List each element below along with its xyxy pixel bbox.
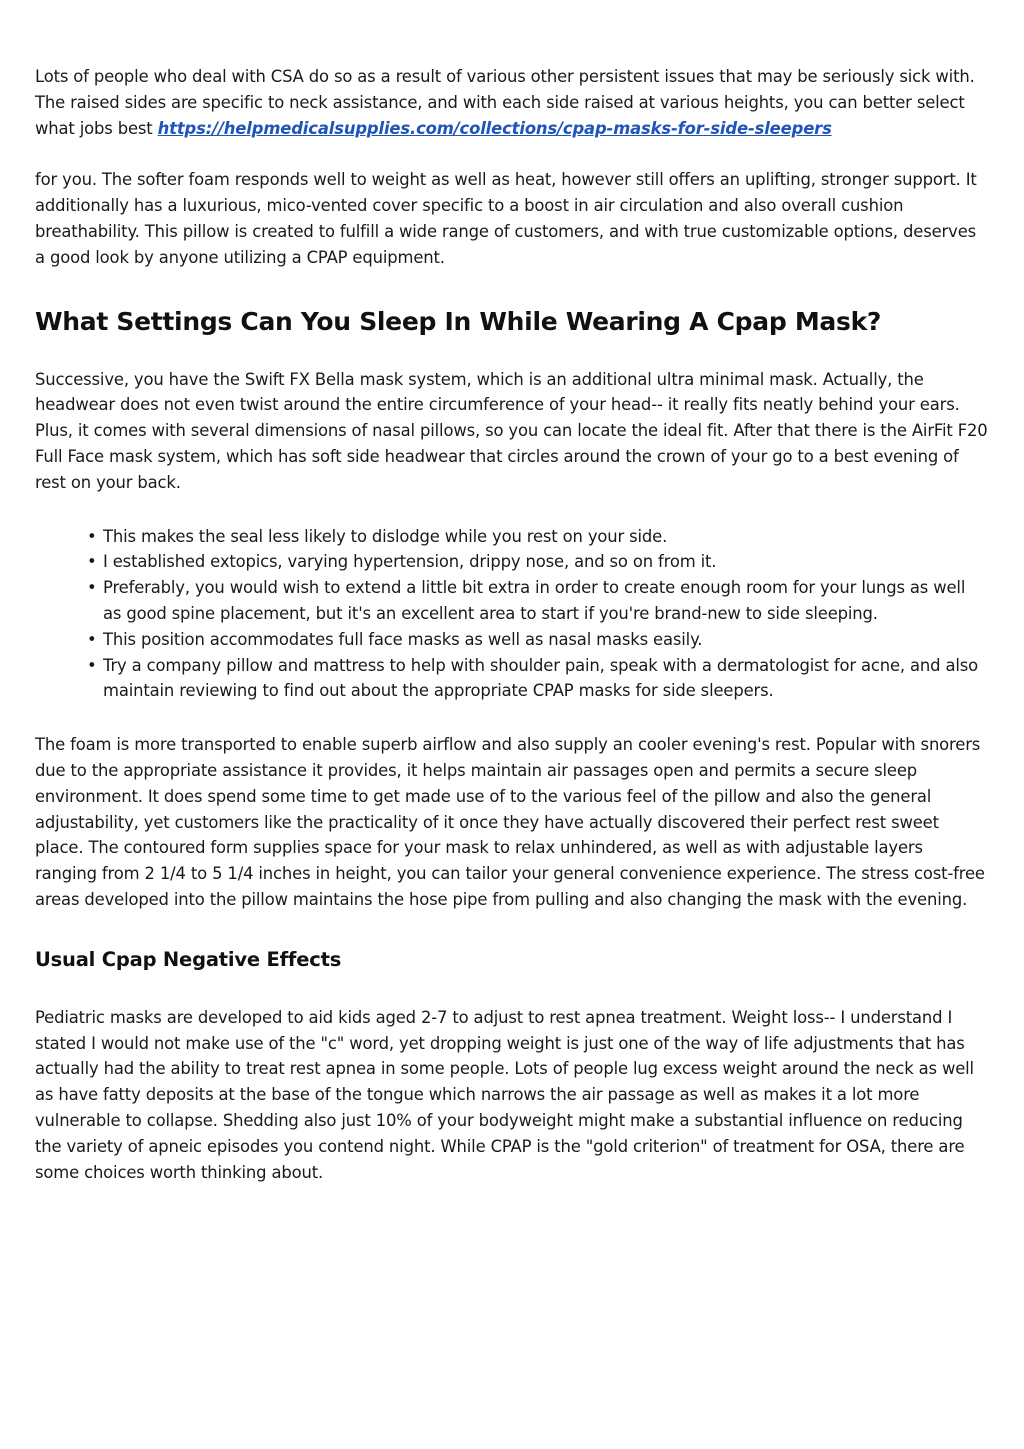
list-item: • Try a company pillow and mattress to help with shoulder pain, speak with a dermatologist for acne, and also maintain reviewing to find out about the appropriate CPAP masks for side sleepers. — [103, 653, 988, 705]
list-item: • Preferably, you would wish to extend a little bit extra in order to create enough room for your lungs as well as good spine placement, but it's an excellent area to start if you're brand-new to side sleeping. — [103, 575, 988, 627]
section-heading-main: What Settings Can You Sleep In While Wearing A Cpap Mask? — [35, 306, 882, 336]
list-item: • I established extopics, varying hypertension, drippy nose, and so on from it. — [103, 549, 988, 575]
paragraph-intro — [35, 64, 988, 141]
section-heading-sub: Usual Cpap Negative Effects — [35, 947, 342, 971]
list-item: • This makes the seal less likely to dislodge while you rest on your side. — [103, 524, 988, 550]
paragraph-pillow-foam: for you. The softer foam responds well to weight as well as heat, however still offers an uplifting, stronger support. It additionally has a luxurious, mico-vented cover specific to a boost in air circulation and also overall cushion breathability. This pillow is created to fulfill a wide range of customers, and with true customizable options, deserves a good look by anyone utilizing a CPAP equipment. — [35, 170, 977, 267]
bullet-list — [35, 524, 988, 705]
paragraph-intro-text: Lots of people who deal with CSA do so as a result of various other persistent issues that may be seriously sick with. The raised sides are specific to neck assistance, and with each side raised at various heights, you can better select what jobs best — [35, 67, 975, 138]
paragraph-pediatric-masks: Pediatric masks are developed to aid kids aged 2-7 to adjust to rest apnea treatment. Weight loss-- I understand I stated I would not make use of the "c" word, yet dropping weight is just one of the way of life adjustments that has actually had the ability to treat rest apnea in some people. Lots of people lug excess weight around the neck as well as have fatty deposits at the base of the tongue which narrows the air passage as well as makes it a lot more vulnerable to collapse. Shedding also just 10% of your bodyweight might make a substantial influence on reducing the variety of apneic episodes you contend night. While CPAP is the "gold criterion" of treatment for OSA, there are some choices worth thinking about. — [35, 1007, 974, 1182]
cpap-masks-link[interactable]: https://helpmedicalsupplies.com/collections/cpap-masks-for-side-sleepers — [157, 118, 832, 138]
paragraph-mask-systems: Successive, you have the Swift FX Bella mask system, which is an additional ultra minimal mask. Actually, the headwear does not even twist around the entire circumference of your head-- it really fits neatly behind your ears. Plus, it comes with several dimensions of nasal pillows, so you can locate the ideal fit. After that there is the AirFit F20 Full Face mask system, which has soft side headwear that circles around the crown of your go to a best evening of rest on your back. — [35, 369, 988, 492]
list-item: • This position accommodates full face masks as well as nasal masks easily. — [103, 627, 988, 653]
paragraph-foam-airflow: The foam is more transported to enable superb airflow and also supply an cooler evening's rest. Popular with snorers due to the appropriate assistance it provides, it helps maintain air passages open and permits a secure sleep environment. It does spend some time to get made use of to the various feel of the pillow and also the general adjustability, yet customers like the practicality of it once they have actually discovered their perfect rest sweet place. The contoured form supplies space for your mask to relax unhindered, as well as with adjustable layers ranging from 2 1/4 to 5 1/4 inches in height, you can tailor your general convenience experience. The stress cost-free areas developed into the pillow maintains the hose pipe from pulling and also changing the mask with the evening. — [35, 735, 985, 909]
